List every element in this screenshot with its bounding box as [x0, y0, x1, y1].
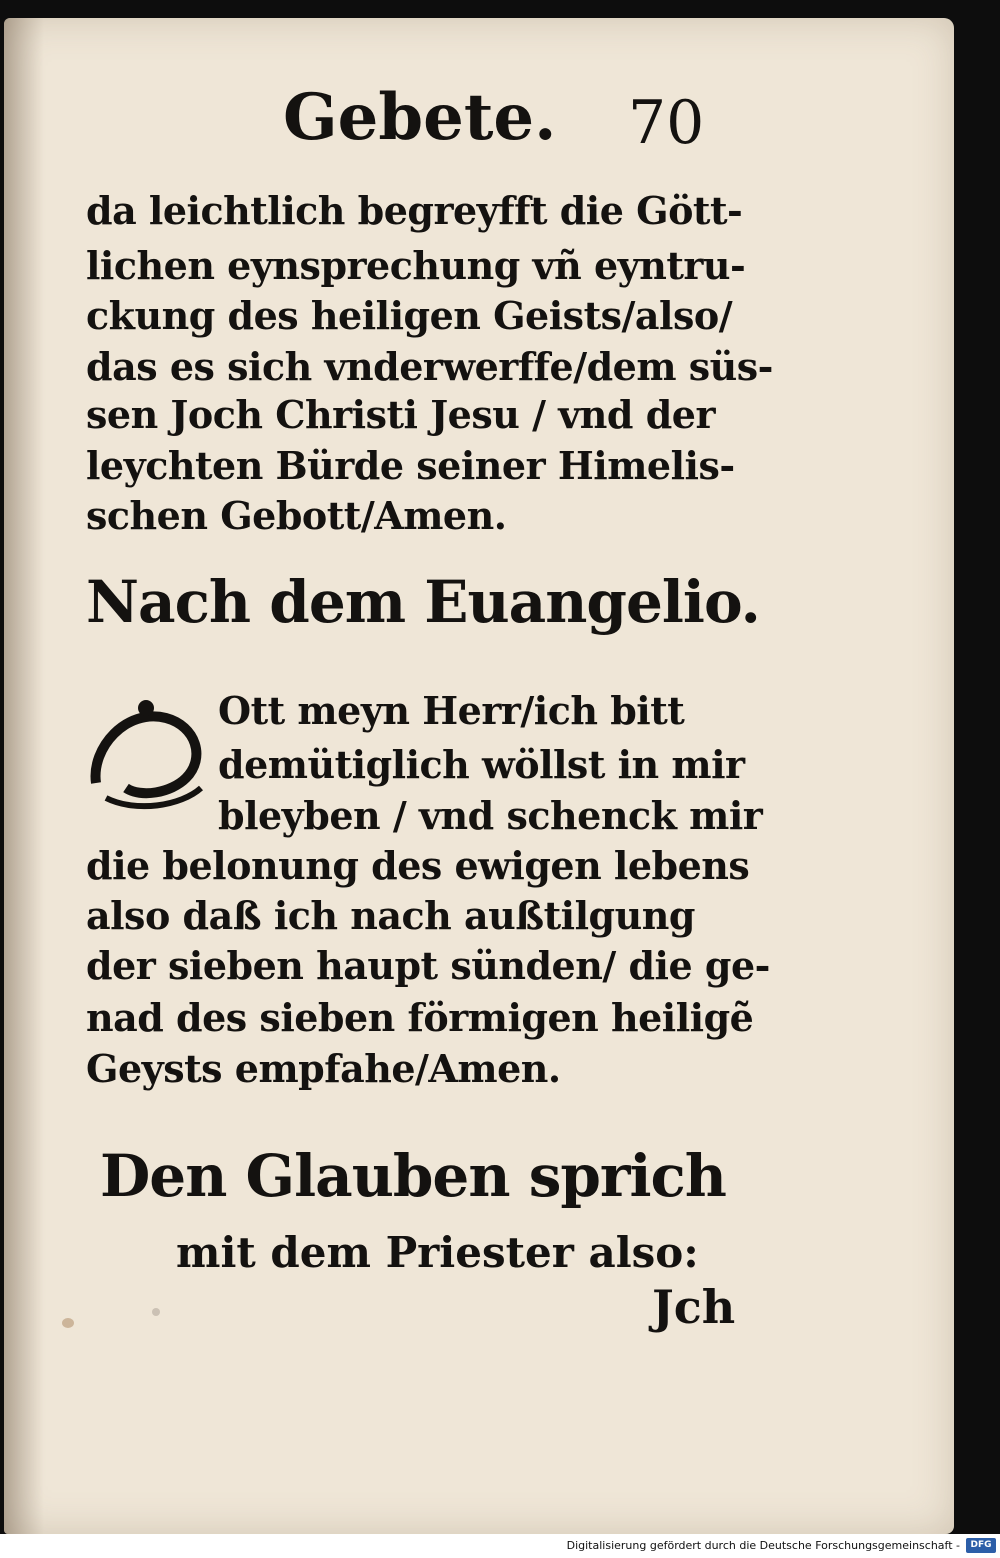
- page-number: 70: [628, 88, 705, 158]
- dfg-logo: DFG: [966, 1538, 996, 1553]
- text-line: also daß ich nach außtilgung: [86, 893, 695, 938]
- catchword: Jch: [652, 1280, 736, 1334]
- text-line: Geysts empfahe/Amen.: [86, 1046, 561, 1091]
- section-heading: Nach dem Euangelio.: [86, 568, 760, 636]
- initial-flourish-icon: [86, 688, 216, 818]
- text-line: demütiglich wöllst in mir: [218, 742, 745, 787]
- text-line: leychten Bürde seiner Himelis-: [86, 443, 735, 488]
- text-line: das es sich vnderwerffe/dem süs-: [86, 344, 773, 389]
- paper-stain: [152, 1308, 160, 1316]
- text-line: der sieben haupt sünden/ die ge-: [86, 943, 770, 988]
- paper-stain: [62, 1318, 74, 1328]
- text-line: lichen eynsprechung vñ eyntru-: [86, 243, 746, 288]
- text-line: sen Joch Christi Jesu / vnd der: [86, 392, 715, 437]
- running-header-title: Gebete.: [283, 80, 557, 155]
- footer-credit: Digitalisierung gefördert durch die Deutsche Forschungsgemeinschaft -: [566, 1539, 960, 1552]
- text-line: nad des sieben förmigen heiligẽ: [86, 995, 754, 1040]
- text-line: ckung des heiligen Geists/also/: [86, 293, 733, 338]
- footer-bar: [0, 1534, 1000, 1558]
- decorated-initial: [86, 688, 216, 818]
- section-heading: Den Glauben sprich: [100, 1142, 726, 1210]
- text-line: Ott meyn Herr/ich bitt: [218, 688, 685, 733]
- text-line: bleyben / vnd schenck mir: [218, 793, 763, 838]
- gutter-shadow: [4, 18, 44, 1534]
- text-line: schen Gebott/Amen.: [86, 493, 507, 538]
- text-line: die belonung des ewigen lebens: [86, 843, 750, 888]
- section-subheading: mit dem Priester also:: [176, 1228, 699, 1277]
- text-line: da leichtlich begreyfft die Gött-: [86, 188, 743, 233]
